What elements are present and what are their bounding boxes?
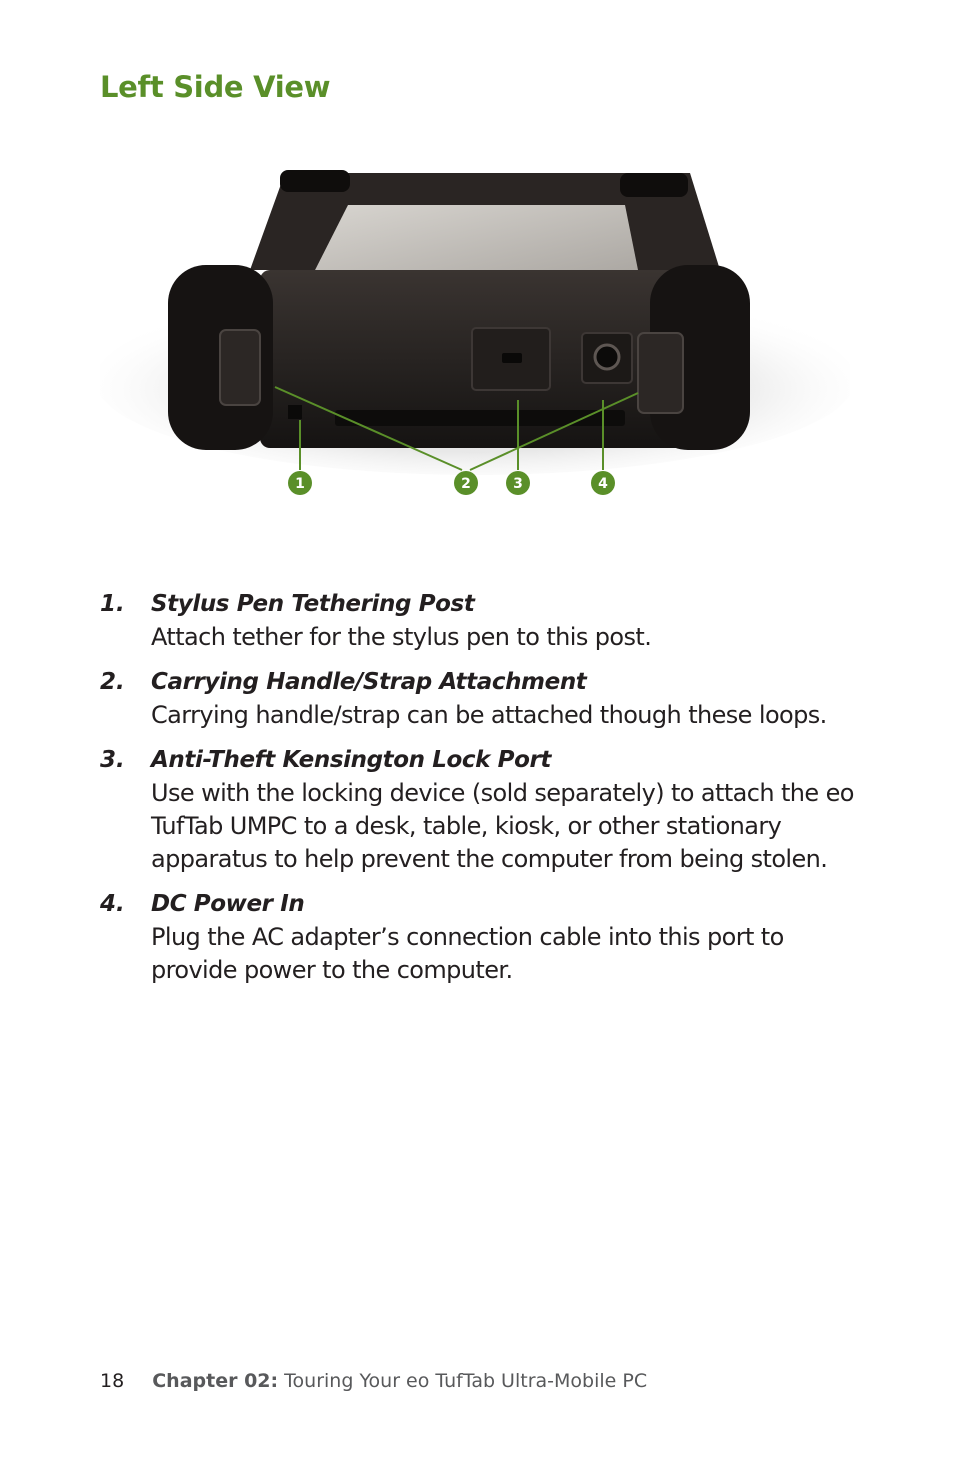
- chapter-title: Touring Your eo TufTab Ultra-Mobile PC: [284, 1370, 648, 1392]
- svg-text:4: 4: [598, 476, 608, 492]
- callout-badge-2: [454, 471, 478, 495]
- svg-text:2: 2: [461, 476, 471, 492]
- item-heading: Stylus Pen Tethering Post: [151, 591, 475, 617]
- list-item: [100, 588, 860, 654]
- item-heading: Carrying Handle/Strap Attachment: [151, 669, 587, 695]
- item-number: 4.: [100, 891, 125, 917]
- callout-badge-1: [288, 471, 312, 495]
- strap-loop-left: [220, 330, 260, 405]
- list-item: [100, 666, 860, 732]
- dc-jack: [595, 345, 619, 369]
- item-heading: Anti-Theft Kensington Lock Port: [151, 747, 552, 773]
- svg-text:3: 3: [513, 476, 523, 492]
- item-number: 3.: [100, 747, 125, 773]
- lock-slot: [502, 353, 522, 363]
- page-title: Left Side View: [100, 70, 331, 104]
- list-item: [100, 744, 860, 876]
- strap-loop-right: [638, 333, 683, 413]
- chapter-label: Chapter 02:: [152, 1370, 279, 1392]
- tablet-screen: [310, 205, 640, 280]
- svg-text:1: 1: [295, 476, 305, 492]
- page-number: 18: [100, 1370, 125, 1392]
- list-item: [100, 888, 860, 987]
- page-footer: [100, 1370, 647, 1392]
- callout-badge-3: [506, 471, 530, 495]
- tether-post: [288, 405, 302, 419]
- item-description: Carrying handle/strap can be attached though these loops.: [151, 701, 827, 729]
- callout-badge-4: [591, 471, 615, 495]
- device-illustration: [100, 165, 850, 510]
- feature-list: [100, 588, 860, 999]
- top-right-bumper: [620, 173, 688, 197]
- device-left-side-photo: [100, 165, 850, 510]
- item-description: Plug the AC adapter’s connection cable into this port to provide power to the computer.: [151, 923, 784, 984]
- item-description: Use with the locking device (sold separately) to attach the eo TufTab UMPC to a desk, table, kiosk, or other stationary apparatus to help prevent the computer from being stolen.: [151, 779, 854, 873]
- item-heading: DC Power In: [151, 891, 305, 917]
- item-number: 2.: [100, 669, 125, 695]
- item-number: 1.: [100, 591, 125, 617]
- item-description: Attach tether for the stylus pen to this post.: [151, 623, 652, 651]
- top-left-bumper: [280, 170, 350, 192]
